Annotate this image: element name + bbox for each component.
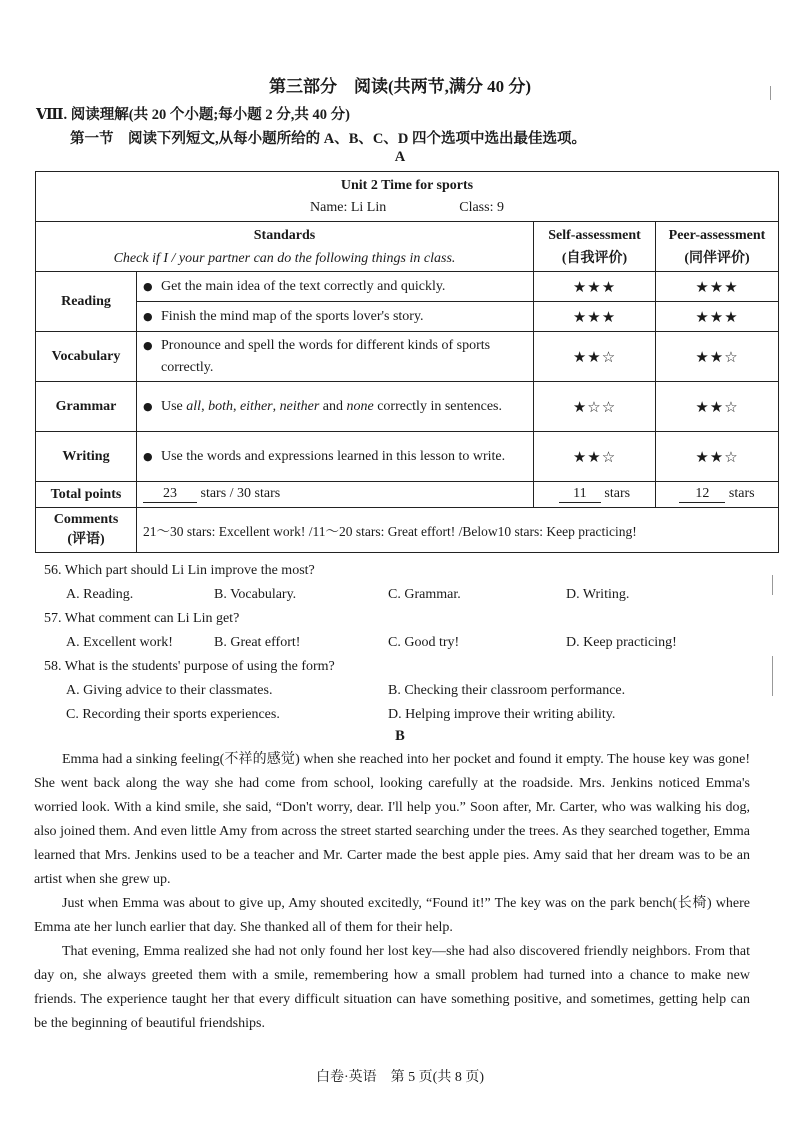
instruction: 第一节 阅读下列短文,从每小题所给的 A、B、C、D 四个选项中选出最佳选项。 bbox=[70, 131, 586, 147]
standard-item: Finish the mind map of the sports lover's story. bbox=[161, 308, 424, 324]
total-row bbox=[36, 482, 779, 508]
bullet-icon: ● bbox=[143, 449, 153, 463]
peer-stars: ★★☆ bbox=[656, 332, 779, 382]
standard-item: Get the main idea of the text correctly and quickly. bbox=[161, 278, 446, 294]
form-title: Unit 2 Time for sports bbox=[340, 177, 474, 193]
self-stars: ★☆☆ bbox=[534, 382, 656, 432]
assessment-form bbox=[35, 171, 779, 553]
bullet-icon: ● bbox=[143, 279, 153, 293]
peer-stars: ★★☆ bbox=[656, 432, 779, 482]
peer-stars: ★★★ bbox=[656, 272, 779, 302]
part-title: 第三部分 阅读(共两节,满分 40 分) bbox=[268, 77, 532, 96]
question-57: 57. What comment can Li Lin get? bbox=[44, 611, 240, 626]
form-header-row bbox=[36, 222, 779, 272]
student-class: Class: 9 bbox=[459, 199, 504, 215]
self-sub: (自我评价) bbox=[561, 250, 628, 266]
grammar-row bbox=[36, 382, 779, 432]
peer-sub: (同伴评价) bbox=[684, 250, 750, 266]
bullet-icon: ● bbox=[143, 309, 153, 323]
page-footer: 白卷·英语 第 5 页(共 8 页) bbox=[316, 1070, 484, 1085]
self-stars: ★★☆ bbox=[534, 332, 656, 382]
vocabulary-row bbox=[36, 332, 779, 382]
q56-option-a[interactable]: A. Reading. bbox=[66, 587, 134, 602]
q56-option-b[interactable]: B. Vocabulary. bbox=[214, 587, 297, 602]
peer-total: 12 bbox=[679, 486, 725, 503]
standard-item: Pronounce and spell the words for different kinds of sports correctly. bbox=[161, 337, 491, 375]
passage-paragraph: That evening, Emma realized she had not only found her lost key—she had also discovered friendly neighbors. From that day on, she always greeted them with a smile, remembering how a small problem had turned into a chance to make new friends. The experience taught her that every difficult situation can have something positive, and sometimes, getting help can be the beginning of beautiful friendships. bbox=[34, 944, 750, 1031]
self-total-unit: stars bbox=[604, 486, 631, 501]
scan-mark bbox=[770, 86, 771, 100]
self-stars: ★★★ bbox=[534, 302, 656, 332]
scan-mark bbox=[772, 656, 773, 696]
passage-b bbox=[34, 748, 750, 1036]
form-title-row bbox=[36, 172, 779, 222]
category-vocabulary: Vocabulary bbox=[36, 332, 137, 382]
peer-total-unit: stars bbox=[728, 486, 755, 501]
category-grammar: Grammar bbox=[36, 382, 137, 432]
q57-option-a[interactable]: A. Excellent work! bbox=[66, 635, 173, 650]
total-value: 23 bbox=[143, 486, 197, 503]
peer-stars: ★★★ bbox=[656, 302, 779, 332]
reading-row-2 bbox=[36, 302, 779, 332]
section-title: Ⅷ. 阅读理解(共 20 个小题;每小题 2 分,共 40 分) bbox=[36, 107, 350, 123]
passage-a-label: A bbox=[394, 149, 406, 165]
standard-item: Use all, both, either, neither and none correctly in sentences. bbox=[161, 398, 502, 414]
q58-option-c[interactable]: C. Recording their sports experiences. bbox=[66, 707, 280, 722]
q56-option-c[interactable]: C. Grammar. bbox=[388, 587, 461, 602]
standard-item: Use the words and expressions learned in this lesson to write. bbox=[161, 448, 506, 464]
q58-option-b[interactable]: B. Checking their classroom performance. bbox=[388, 683, 626, 698]
scan-mark bbox=[772, 575, 773, 595]
passage-b-label: B bbox=[395, 728, 405, 744]
q58-option-a[interactable]: A. Giving advice to their classmates. bbox=[66, 683, 273, 698]
standards-sub: Check if I / your partner can do the following things in class. bbox=[113, 250, 456, 266]
category-reading: Reading bbox=[36, 272, 137, 332]
peer-stars: ★★☆ bbox=[656, 382, 779, 432]
question-56: 56. Which part should Li Lin improve the most? bbox=[44, 563, 315, 578]
self-total: 11 bbox=[559, 486, 601, 503]
form-student-info bbox=[42, 197, 772, 219]
q58-option-d[interactable]: D. Helping improve their writing ability. bbox=[388, 707, 616, 722]
q57-option-b[interactable]: B. Great effort! bbox=[214, 635, 301, 650]
bullet-icon: ● bbox=[143, 399, 153, 413]
q56-option-d[interactable]: D. Writing. bbox=[566, 587, 630, 602]
total-label: Total points bbox=[36, 482, 137, 508]
student-name: Name: Li Lin bbox=[310, 199, 387, 215]
bullet-icon: ● bbox=[143, 338, 153, 352]
comments-text: 21～30 stars: Excellent work! /11～20 stars: Great effort! /Below10 stars: Keep practicing! bbox=[137, 508, 779, 553]
passage-paragraph: Emma had a sinking feeling(不祥的感觉) when she reached into her pocket and found it empty. The house key was gone! She went back along the way she had come from school, looking carefully at the roadside. Mrs. Jenkins noticed Emma's worried look. With a kind smile, she said, “Don't worry, dear. I'll help you.” Soon after, Mr. Carter, who was walking his dog, also joined them. And even little Amy from across the street started searching under the trees. As they searched together, Emma learned that Mrs. Jenkins used to be a teacher and Mr. Carter made the best apple pies. Amy said that her dream was to be an artist when she grew up. bbox=[34, 752, 750, 887]
self-stars: ★★☆ bbox=[534, 432, 656, 482]
standards-header: Standards bbox=[253, 227, 316, 243]
writing-row bbox=[36, 432, 779, 482]
peer-header: Peer-assessment bbox=[668, 227, 766, 243]
self-header: Self-assessment bbox=[548, 227, 641, 243]
passage-paragraph: Just when Emma was about to give up, Amy shouted excitedly, “Found it!” The key was on the park bench(长椅) where Emma ate her lunch earlier that day. She thanked all of them for their help. bbox=[34, 896, 750, 935]
comments-sub: (评语) bbox=[67, 532, 105, 547]
comments-row bbox=[36, 508, 779, 553]
q57-option-d[interactable]: D. Keep practicing! bbox=[566, 635, 677, 650]
reading-row-1 bbox=[36, 272, 779, 302]
total-suffix: stars / 30 stars bbox=[200, 486, 281, 501]
question-58: 58. What is the students' purpose of using the form? bbox=[44, 659, 335, 674]
category-writing: Writing bbox=[36, 432, 137, 482]
comments-label: Comments bbox=[53, 512, 119, 527]
q57-option-c[interactable]: C. Good try! bbox=[388, 635, 460, 650]
self-stars: ★★★ bbox=[534, 272, 656, 302]
